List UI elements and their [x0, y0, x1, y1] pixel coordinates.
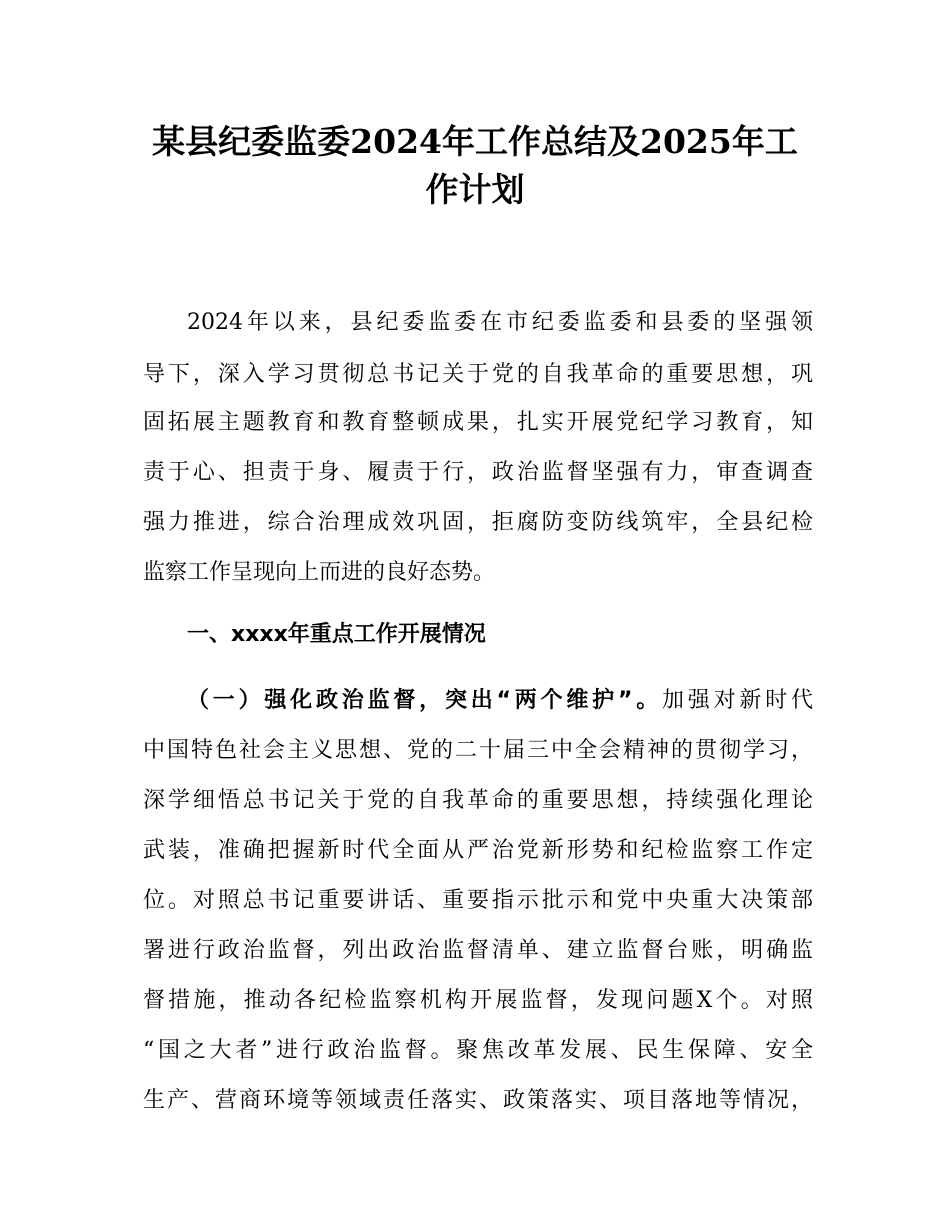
subsection-1-line-2: 中国特色社会主义思想、党的二十届三中全会精神的贯彻学习，: [143, 738, 813, 763]
document-title-line-2: 作计划: [425, 170, 525, 209]
subsection-1-line-4: 武装，准确把握新时代全面从严治党新形势和纪检监察工作定: [143, 838, 813, 863]
intro-line-5: 强力推进，综合治理成效巩固，拒腐防变防线筑牢，全县纪检: [143, 510, 813, 535]
intro-line-6: 监察工作呈现向上而进的良好态势。: [143, 560, 496, 585]
subsection-1-line-1-rest: 加强对新时代: [662, 688, 813, 713]
subsection-1-line-8: “国之大者”进行政治监督。聚焦改革发展、民生保障、安全: [143, 1038, 813, 1063]
intro-line-2: 导下，深入学习贯彻总书记关于党的自我革命的重要思想，巩: [143, 362, 813, 387]
subsection-1-line-3: 深学细悟总书记关于党的自我革命的重要思想，持续强化理论: [143, 788, 813, 813]
subsection-1-line-9: 生产、营商环境等领域责任落实、政策落实、项目落地等情况，: [143, 1088, 813, 1113]
intro-line-3: 固拓展主题教育和教育整顿成果，扎实开展党纪学习教育，知: [143, 410, 813, 435]
subsection-1-line-1: [187, 686, 813, 716]
document-title-line-1: 某县纪委监委2024年工作总结及2025年工: [152, 122, 798, 161]
subsection-1-line-7: 督措施，推动各纪检监察机构开展监督，发现问题X个。对照: [143, 988, 813, 1013]
subsection-1-line-5: 位。对照总书记重要讲话、重要指示批示和党中央重大决策部: [143, 888, 813, 913]
intro-line-1: 2024年以来，县纪委监委在市纪委监委和县委的坚强领: [187, 310, 813, 335]
subsection-1-lead: （一）强化政治监督，突出“两个维护”。: [187, 688, 663, 713]
section-heading-1: 一、xxxx年重点工作开展情况: [187, 622, 486, 647]
subsection-1-line-6: 署进行政治监督，列出政治监督清单、建立监督台账，明确监: [143, 938, 813, 963]
intro-line-4: 责于心、担责于身、履责于行，政治监督坚强有力，审查调查: [143, 460, 813, 485]
